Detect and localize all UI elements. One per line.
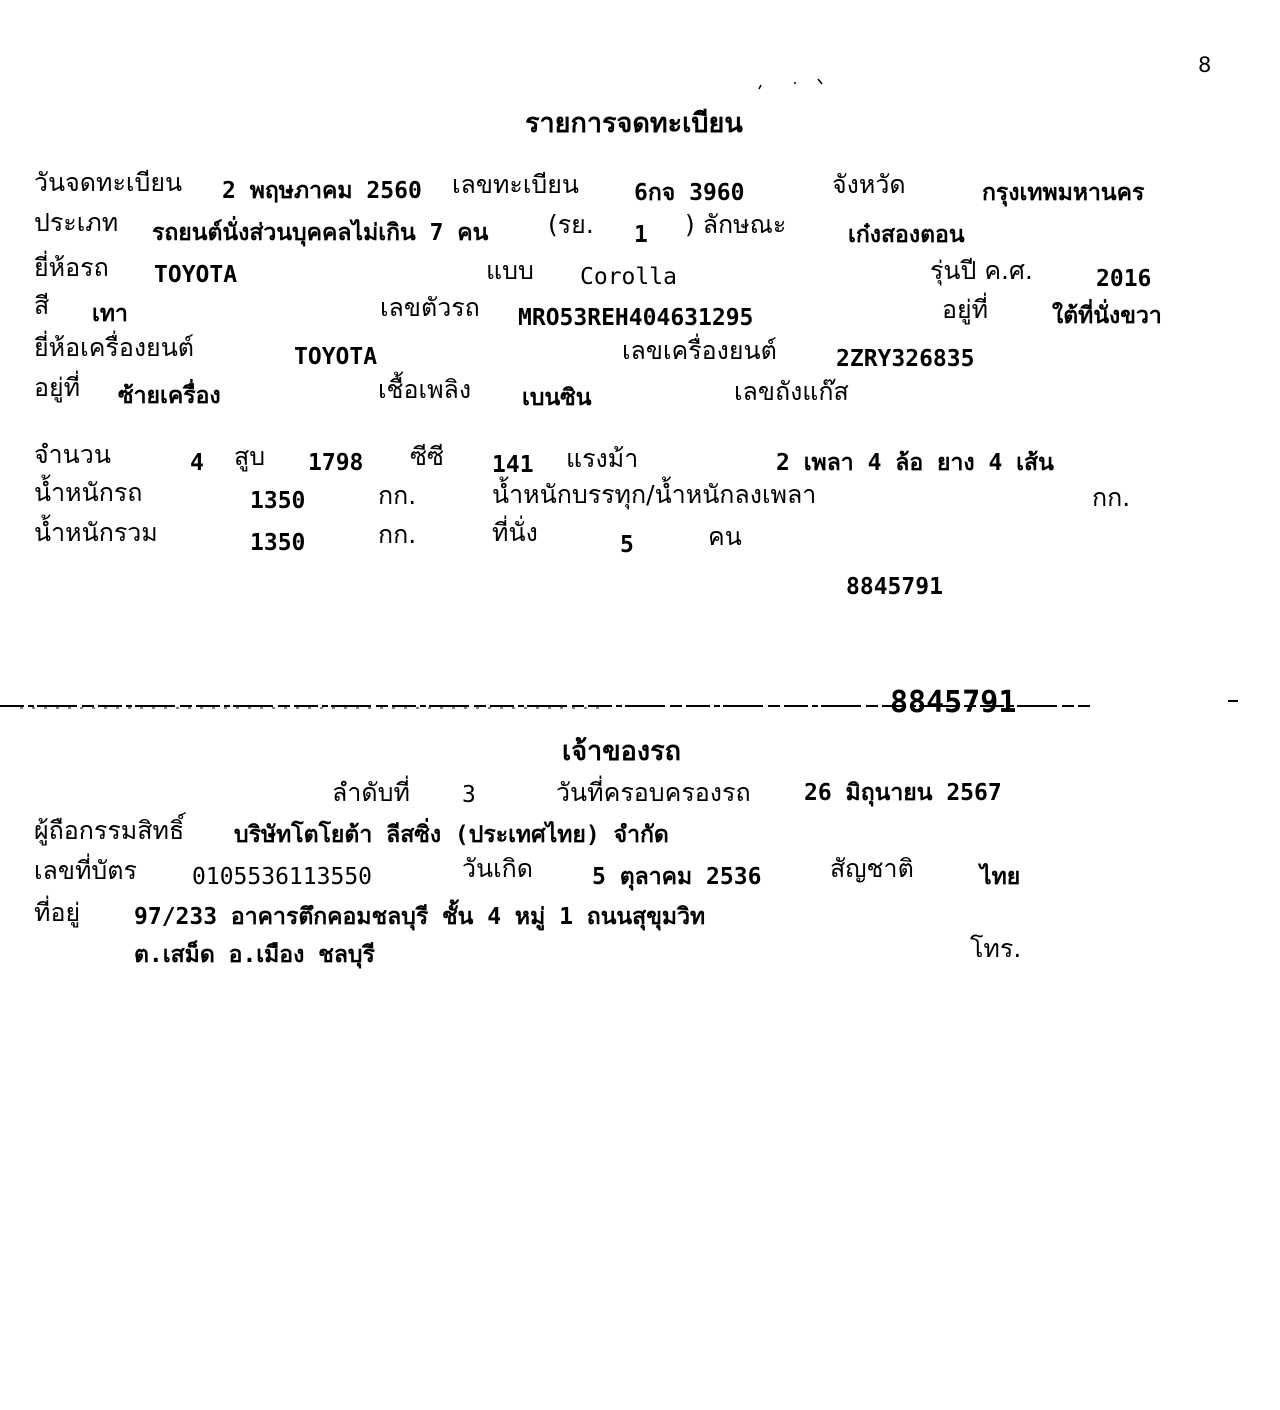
fuel-label: เชื้อเพลิง [378,375,472,404]
ry-open: (รย. [548,210,594,239]
nationality-label: สัญชาติ [830,854,914,883]
birth-date-label: วันเกิด [462,854,534,883]
reg-date-label: วันจดทะเบียน [34,168,183,197]
load-label: น้ำหนักบรรทุก/น้ำหนักลงเพลา [492,480,817,509]
address-line-2-clip [134,942,534,968]
engine-brand-label: ยี่ห้อเครื่องยนต์ [34,333,195,362]
year-value: 2016 [1096,266,1152,292]
sequence-label: ลำดับที่ [332,778,410,807]
reg-date-value: 2 พฤษภาคม 2560 [222,178,422,204]
gas-tank-label: เลขถังแก๊ส [734,377,849,406]
cylinders-value: 4 [190,450,204,476]
id-number-label: เลขที่บัตร [34,856,137,885]
nationality-value: ไทย [980,864,1021,890]
gross-weight-label: น้ำหนักรวม [34,518,158,547]
brand-label: ยี่ห้อรถ [34,253,109,282]
gross-weight-kg: กก. [378,520,417,549]
weight-kg: กก. [378,481,417,510]
cc-value: 1798 [308,450,364,476]
id-number-value: 0105536113550 [192,864,373,890]
possession-date-label: วันที่ครอบครองรถ [556,778,751,807]
year-label: รุ่นปี ค.ศ. [930,256,1033,285]
weight-value: 1350 [250,488,306,514]
model-value: Corolla [580,264,677,290]
hp-value: 141 [492,452,534,478]
cut-document-number: 8845791 [890,685,1017,720]
page-number: 8 [1198,53,1212,77]
hp-label: แรงม้า [566,444,639,473]
vin-location-label: อยู่ที่ [942,295,989,324]
model-label: แบบ [486,256,534,285]
cut-number-clip [890,685,1090,720]
cc-label: ซีซี [410,442,444,471]
holder-label: ผู้ถือกรรมสิทธิ์ [34,816,185,845]
engine-brand-value: TOYOTA [294,344,378,370]
stray-dash [1228,700,1238,702]
scan-speck [755,75,835,95]
holder-value: บริษัทโตโยต้า ลีสซิ่ง (ประเทศไทย) จำกัด [234,822,669,848]
count-label: จำนวน [34,440,111,469]
province-label: จังหวัด [832,170,906,199]
type-label: ประเภท [34,208,119,237]
color-value: เทา [92,301,128,327]
document-number: 8845791 [846,574,943,600]
province-value: กรุงเทพมหานคร [982,180,1145,206]
address-line-1: 97/233 อาคารตึกคอมชลบุรี ชั้น 4 หมู่ 1 ถนนสุขุมวิท [134,904,706,930]
color-label: สี [34,291,50,320]
address-label: ที่อยู่ [34,898,81,927]
body-style-label: ) ลักษณะ [685,210,787,239]
birth-date-value: 5 ตุลาคม 2536 [592,864,762,890]
engine-no-value: 2ZRY326835 [836,346,975,372]
seats-label: ที่นั่ง [492,518,538,547]
body-style-value: เก๋งสองตอน [848,222,965,248]
phone-label: โทร. [970,934,1022,963]
fuel-value: เบนซิน [522,385,592,411]
weight-label: น้ำหนักรถ [34,478,143,507]
possession-date-value: 26 มิถุนายน 2567 [804,780,1002,806]
ry-value: 1 [634,222,648,248]
type-value: รถยนต์นั่งส่วนบุคคลไม่เกิน 7 คน [152,220,489,246]
brand-value: TOYOTA [154,262,238,288]
gross-weight-value: 1350 [250,530,306,556]
vin-label: เลขตัวรถ [380,293,480,322]
load-kg: กก. [1092,483,1131,512]
engine-no-label: เลขเครื่องยนต์ [622,336,777,365]
plate-value: 6กจ 3960 [634,180,745,206]
plate-label: เลขทะเบียน [452,170,580,199]
seats-value: 5 [620,532,634,558]
sequence-value: 3 [462,782,476,808]
engine-location-value: ซ้ายเครื่อง [118,383,221,409]
owner-title: เจ้าของรถ [562,736,681,767]
vin-value: MRO53REH404631295 [518,305,754,331]
address-line-2: ต.เสม็ด อ.เมือง ชลบุรี [134,942,375,968]
axles-value: 2 เพลา 4 ล้อ ยาง 4 เส้น [776,450,1054,476]
engine-location-label: อยู่ที่ [34,373,81,402]
vin-location-value: ใต้ที่นั่งขวา [1052,303,1162,329]
seats-unit: คน [708,522,742,551]
registration-title: รายการจดทะเบียน [525,108,743,139]
cylinders-label: สูบ [234,442,266,471]
